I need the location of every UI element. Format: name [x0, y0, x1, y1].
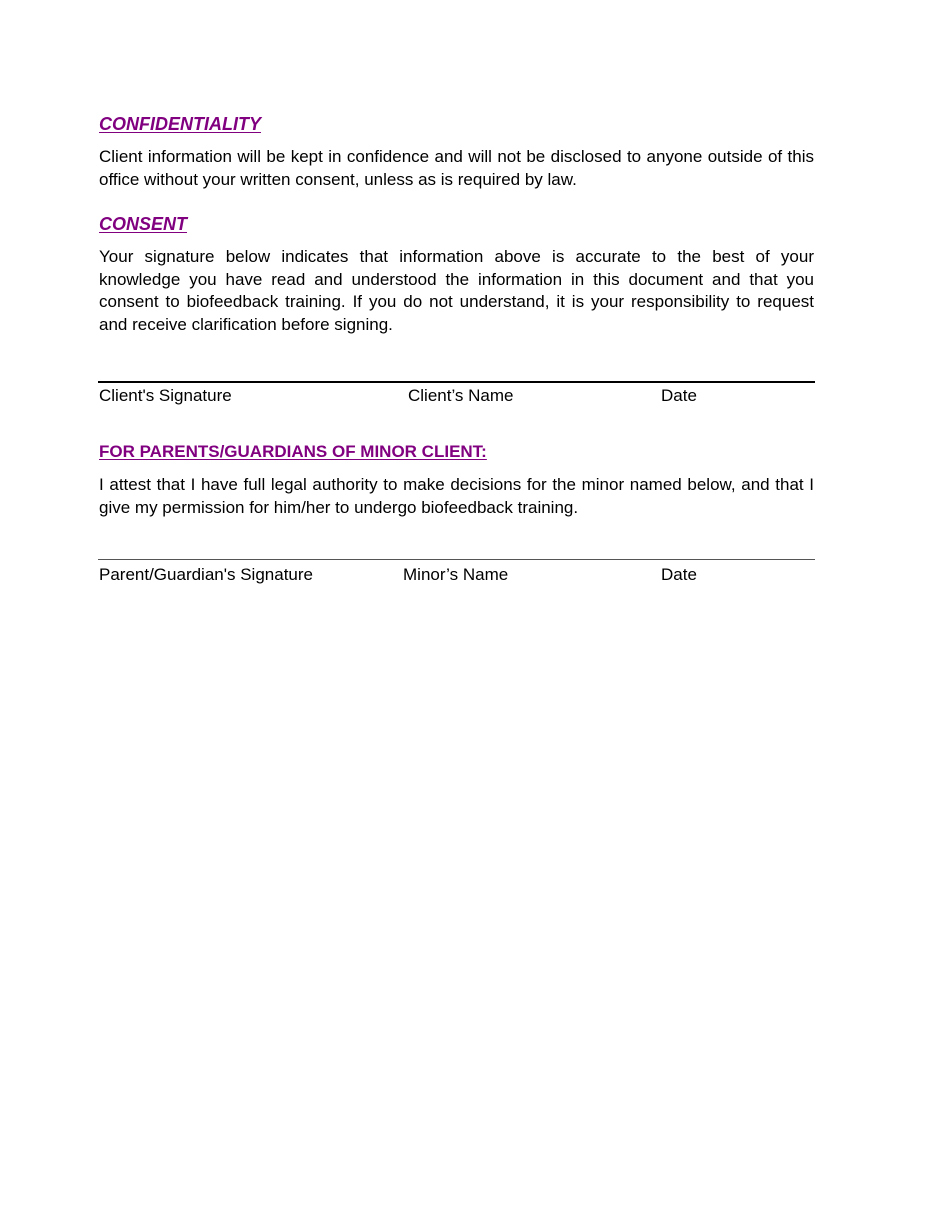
client-signature-line[interactable]	[98, 381, 815, 383]
guardian-date-label: Date	[661, 565, 697, 584]
guardian-paragraph: I attest that I have full legal authority to make decisions for the minor named below, and that I give my permission for him/her to undergo biofeedback training.	[99, 475, 814, 517]
guardian-signature-line[interactable]	[98, 559, 815, 560]
consent-paragraph: Your signature below indicates that information above is accurate to the best of your knowledge you have read and understood the information in this document and that you consent to biofeedback training. If you do not understand, it is your responsibility to request and receive clarification before signing.	[99, 247, 814, 334]
client-date-label: Date	[661, 386, 697, 405]
consent-heading: CONSENT	[99, 214, 188, 234]
guardian-heading: FOR PARENTS/GUARDIANS OF MINOR CLIENT:	[99, 442, 487, 461]
confidentiality-paragraph: Client information will be kept in confidence and will not be disclosed to anyone outside of this office without your written consent, unless as is required by law.	[99, 147, 814, 189]
client-signature-label: Client's Signature	[99, 386, 232, 405]
guardian-signature-label: Parent/Guardian's Signature	[99, 565, 313, 584]
client-name-label: Client’s Name	[408, 386, 514, 405]
minor-name-label: Minor’s Name	[403, 565, 509, 584]
confidentiality-heading: CONFIDENTIALITY	[99, 114, 261, 134]
